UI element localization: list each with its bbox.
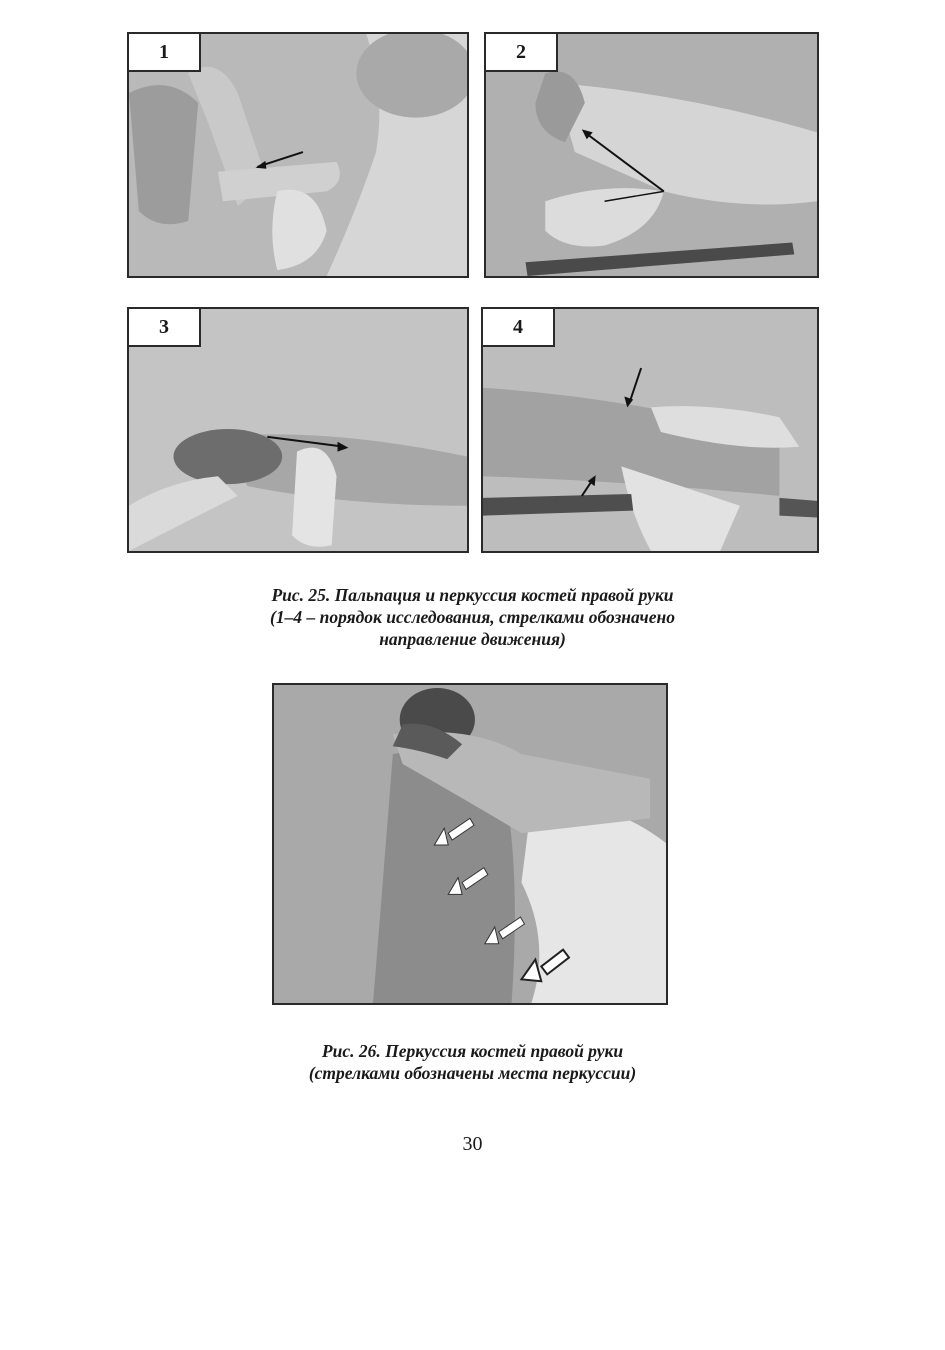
figure26-caption [0,1040,945,1084]
caption-line: Рис. 26. Перкуссия костей правой руки [321,1041,624,1061]
figure25-panel-1-photo [127,32,469,278]
figure26-photo [272,683,668,1005]
percussion-back-illustration [274,685,666,1003]
panel-number-label: 3 [129,309,201,347]
panel-number-label: 4 [483,309,555,347]
figure25-caption [0,584,945,650]
panel-number-label: 2 [486,34,558,72]
figure25-panel-3-photo [127,307,469,553]
figure25-panel-4-photo [481,307,819,553]
caption-line: (стрелками обозначены места перкуссии) [308,1063,637,1083]
page-number: 30 [462,1133,483,1155]
caption-line: (1–4 – порядок исследования, стрелками обозначено [270,607,675,627]
caption-line: направление движения) [379,629,566,649]
panel-number-label: 1 [129,34,201,72]
caption-line: Рис. 25. Пальпация и перкуссия костей правой руки [271,585,674,605]
figure25-panel-2-photo [484,32,819,278]
